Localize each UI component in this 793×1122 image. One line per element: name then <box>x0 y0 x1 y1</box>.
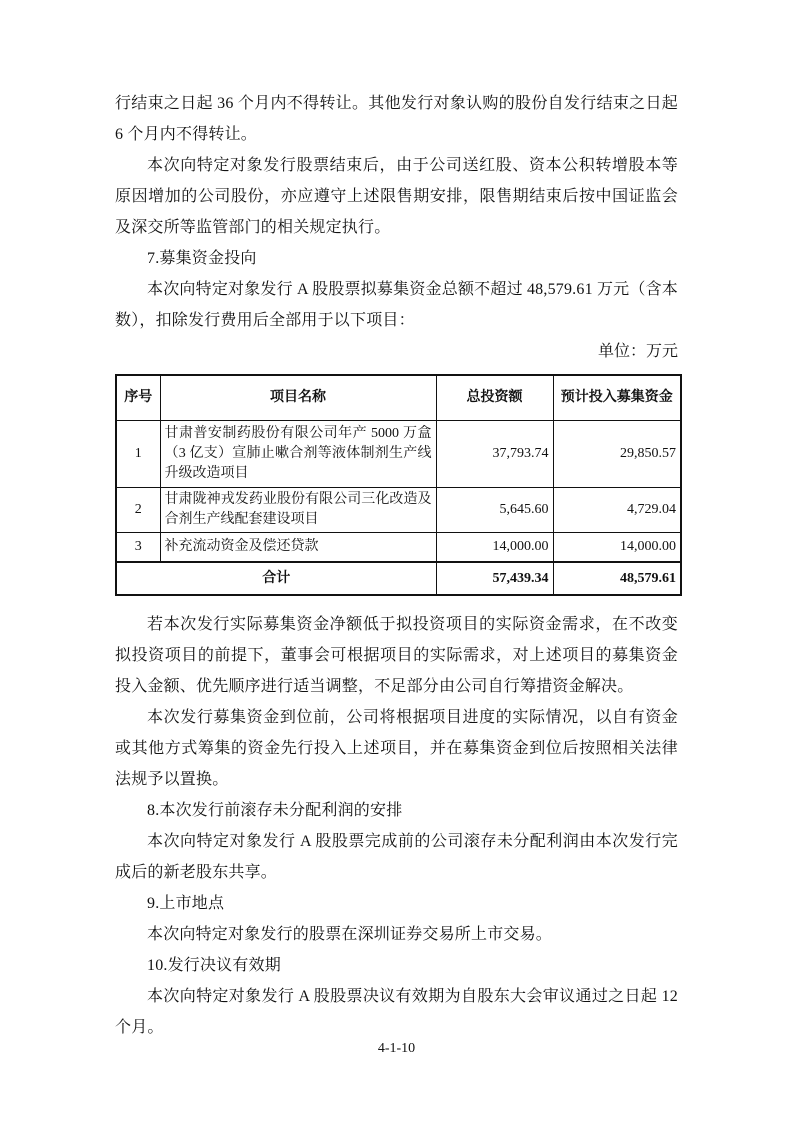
row-total-investment: 14,000.00 <box>436 532 553 562</box>
page-number: 4-1-10 <box>377 1041 416 1056</box>
row-project-name: 甘肃普安制药股份有限公司年产 5000 万盒（3 亿支）宣肺止嗽合剂等液体制剂生产线升级改造项目 <box>160 420 436 487</box>
row-no: 1 <box>116 420 160 487</box>
column-header-raised-funds: 预计投入募集资金 <box>553 375 681 420</box>
paragraph-prefunding-replacement: 本次发行募集资金到位前，公司将根据项目进度的实际情况，以自有资金或其他方式筹集的资金先行投入上述项目，并在募集资金到位后按照相关法律法规予以置换。 <box>115 709 678 788</box>
section-heading-8-retained-profit: 8.本次发行前滚存未分配利润的安排 <box>147 802 403 819</box>
row-project-name: 补充流动资金及偿还贷款 <box>160 532 436 562</box>
row-raised-funds: 29,850.57 <box>553 420 681 487</box>
table-row <box>116 532 681 562</box>
table-row <box>116 487 681 532</box>
total-label: 合计 <box>116 562 436 595</box>
fund-usage-table <box>115 374 682 596</box>
row-raised-funds: 14,000.00 <box>553 532 681 562</box>
paragraph-listing-venue: 本次向特定对象发行的股票在深圳证券交易所上市交易。 <box>147 926 553 943</box>
column-header-no: 序号 <box>116 375 160 420</box>
total-investment-sum: 57,439.34 <box>436 562 553 595</box>
paragraph-lockup-carryover: 行结束之日起 36 个月内不得转让。其他发行对象认购的股份自发行结束之日起 6 个月内不得转让。 <box>115 95 678 143</box>
section-heading-7-fund-usage: 7.募集资金投向 <box>147 250 257 267</box>
column-header-project-name: 项目名称 <box>160 375 436 420</box>
row-no: 3 <box>116 532 160 562</box>
row-project-name: 甘肃陇神戎发药业股份有限公司三化改造及合剂生产线配套建设项目 <box>160 487 436 532</box>
table-header-row <box>116 375 681 420</box>
paragraph-shortfall-adjustment: 若本次发行实际募集资金净额低于拟投资项目的实际资金需求，在不改变拟投资项目的前提下，董事会可根据项目的实际需求，对上述项目的募集资金投入金额、优先顺序进行适当调整，不足部分由公司自行筹措资金解决。 <box>115 616 678 695</box>
table-total-row <box>116 562 681 595</box>
paragraph-retained-profit-sharing: 本次向特定对象发行 A 股股票完成前的公司滚存未分配利润由本次发行完成后的新老股东共享。 <box>115 833 678 881</box>
row-total-investment: 37,793.74 <box>436 420 553 487</box>
raised-funds-sum: 48,579.61 <box>553 562 681 595</box>
section-heading-10-resolution-validity: 10.发行决议有效期 <box>147 957 282 974</box>
table-row <box>116 420 681 487</box>
page-content <box>115 88 678 1043</box>
row-total-investment: 5,645.60 <box>436 487 553 532</box>
section-heading-9-listing-venue: 9.上市地点 <box>147 895 225 912</box>
table-unit-label: 单位：万元 <box>597 343 678 360</box>
paragraph-lockup-bonus-shares: 本次向特定对象发行股票结束后，由于公司送红股、资本公积转增股本等原因增加的公司股份，亦应遵守上述限售期安排，限售期结束后按中国证监会及深交所等监管部门的相关规定执行。 <box>115 157 678 236</box>
paragraph-resolution-validity: 本次向特定对象发行 A 股股票决议有效期为自股东大会审议通过之日起 12 个月。 <box>115 988 678 1036</box>
row-raised-funds: 4,729.04 <box>553 487 681 532</box>
row-no: 2 <box>116 487 160 532</box>
paragraph-total-proceeds: 本次向特定对象发行 A 股股票拟募集资金总额不超过 48,579.61 万元（含本数），扣除发行费用后全部用于以下项目： <box>115 281 678 329</box>
column-header-total-investment: 总投资额 <box>436 375 553 420</box>
